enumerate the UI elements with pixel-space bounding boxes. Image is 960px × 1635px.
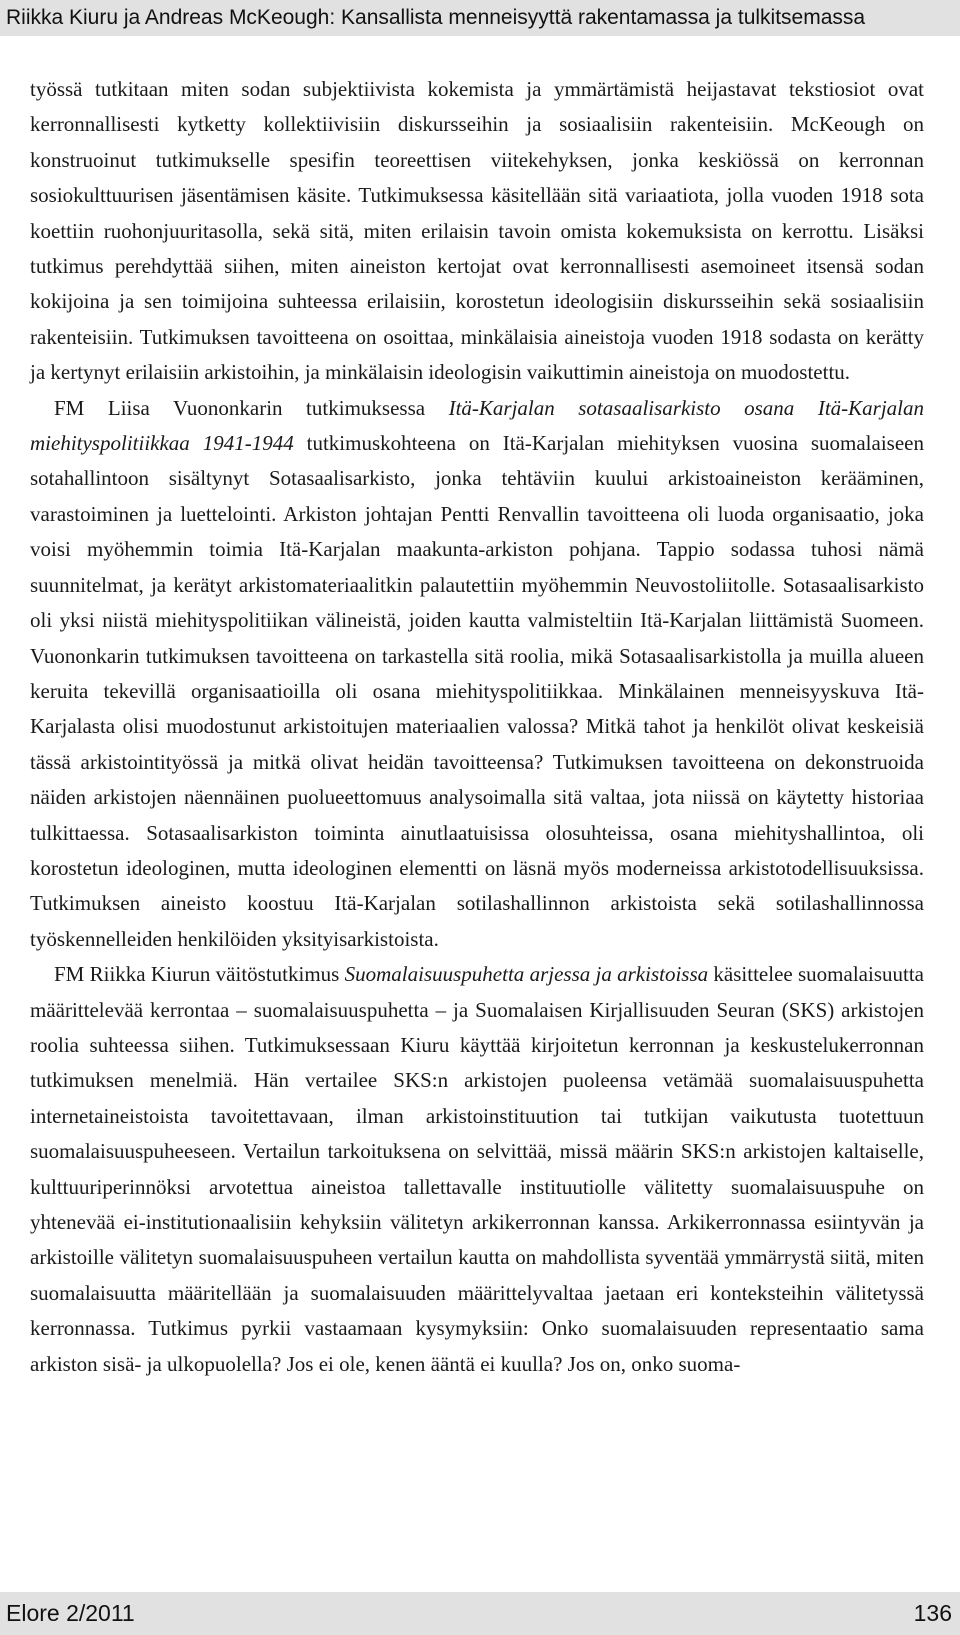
running-title: Riikka Kiuru ja Andreas McKeough: Kansallista menneisyyttä rakentamassa ja tulkitsemassa [6,6,866,29]
paragraph-text: FM Riikka Kiurun väitöstutkimus [54,962,345,987]
page-footer [0,1592,960,1635]
paragraph-text: työssä tutkitaan miten sodan subjektiivista kokemista ja ymmärtämistä heijastavat tekstiosiot ovat kerronnallisesti kytketty kollektiivisiin diskursseihin ja sosiaalisiin rakenteisiin. McKeough on konstruoinut tutkimukselle spesifin teoreettisen viitekehyksen, jonka keskiössä on kerronnan sosiokulttuurisen jäsentämisen käsite. Tutkimuksessa käsitellään sitä variaatiota, jolla vuoden 1918 sota koettiin ruohonjuuritasolla, sekä sitä, miten erilaisin tavoin omista kokemuksista on kerrottu. Lisäksi tutkimus perehdyttää siihen, miten aineiston kertojat ovat kerronnallisesti asemoineet itsensä sodan kokijoina ja sen toimijoina suhteessa erilaisiin, korostetun ideologisiin diskursseihin sekä sosiaalisiin rakenteisiin. Tutkimuksen tavoitteena on osoittaa, minkälaisia aineistoja vuoden 1918 sodasta on kerätty ja kertynyt erilaisiin arkistoihin, ja minkälaisin ideologisin vaikuttimin aineistoja on muodostettu. [30,77,924,385]
article-body [30,72,924,1382]
running-header [0,0,960,36]
paragraph-text: käsittelee suomalaisuutta määrittelevää kerrontaa – suomalaisuuspuhetta – ja Suomalaisen Kirjallisuuden Seuran (SKS) arkistojen roolia suhteessa siihen. Tutkimuksessaan Kiuru käyttää kirjoitetun kerronnan ja keskustelukerronnan tutkimuksen menelmiä. Hän vertailee SKS:n arkistojen puoleensa vetämää suomalaisuuspuhetta internetaineistoista tavoitettavaan, ilman arkistoinstituution tai tutkijan vaikutusta tuotettuun suomalaisuuspuheeseen. Vertailun tarkoituksena on selvittää, missä määrin SKS:n arkistojen kaltaiselle, kulttuuriperinnöksi arvotettua aineistoa tallettavalle instituutiolle välitetty suomalaisuuspuhe on yhtenevää ei-institutionaalisiin kehyksiin välitetyn arkikerronnan kanssa. Arkikerronnassa esiintyvän ja arkistoille välitetyn suomalaisuuspuheen vertailun kautta on mahdollista syventää ymmärrystä siitä, miten suomalaisuutta määritellään ja suomalaisuuden määrittelyvaltaa jaetaan eri konteksteihin välitetyssä kerronnassa. Tutkimus pyrkii vastaamaan kysymyksiin: Onko suomalaisuuden representaatio sama arkiston sisä- ja ulkopuolella? Jos ei ole, kenen ääntä ei kuulla? Jos on, onko suoma- [30,962,924,1376]
paragraph-text: FM Liisa Vuononkarin tutkimuksessa [54,395,449,420]
paragraph [30,391,924,958]
paragraph [30,957,924,1382]
journal-issue: Elore 2/2011 [6,1600,135,1626]
italic-title: Suomalaisuuspuhetta arjessa ja arkistoissa [344,962,709,987]
page-number: 136 [913,1600,952,1626]
paragraph-text: tutkimuskohteena on Itä-Karjalan miehityksen vuosina suomalaiseen sotahallintoon sisältynyt Sotasaalisarkisto, jonka tehtäviin kuului arkistoaineiston kerääminen, varastoiminen ja luettelointi. Arkiston johtajan Pentti Renvallin tavoitteena oli luoda organisaatio, joka voisi myöhemmin toimia Itä-Karjalan maakunta-arkiston pohjana. Tappio sodassa tuhosi nämä suunnitelmat, ja kerätyt arkistomateriaalitkin palautettiin myöhemmin Neuvostoliitolle. Sotasaalisarkisto oli yksi niistä miehityspolitiikan välineistä, joiden kautta valmisteltiin Itä-Karjalan liittämistä Suomeen. Vuononkarin tutkimuksen tavoitteena on tarkastella sitä roolia, mikä Sotasaalisarkistolla ja muilla alueen keruita tekevillä organisaatioilla oli osana miehityspolitiikkaa. Minkälainen menneisyyskuva Itä-Karjalasta olisi muodostunut arkistoitujen materiaalien valossa? Mitkä tahot ja henkilöt olivat keskeisiä tässä arkistointityössä ja mitkä olivat heidän tavoitteensa? Tutkimuksen tavoitteena on dekonstruoida näiden arkistojen näennäinen puolueettomuus analysoimalla sitä valtaa, jota niissä on käytetty historiaa tulkittaessa. Sotasaalisarkiston toiminta ainutlaatuisissa olosuhteissa, osana miehityshallintoa, oli korostetun ideologinen, mutta ideologinen elementti on läsnä myös moderneissa arkistotodellisuuksissa. Tutkimuksen aineisto koostuu Itä-Karjalan sotilashallinnon arkistoista sekä sotilashallinnossa työskennelleiden henkilöiden yksityisarkistoista. [30,431,924,951]
italic-title: Itä-Karjalan sotasaalisarkisto osana Itä-Karjalan miehityspolitiikkaa 1941-1944 [30,395,924,456]
paragraph [30,72,924,391]
